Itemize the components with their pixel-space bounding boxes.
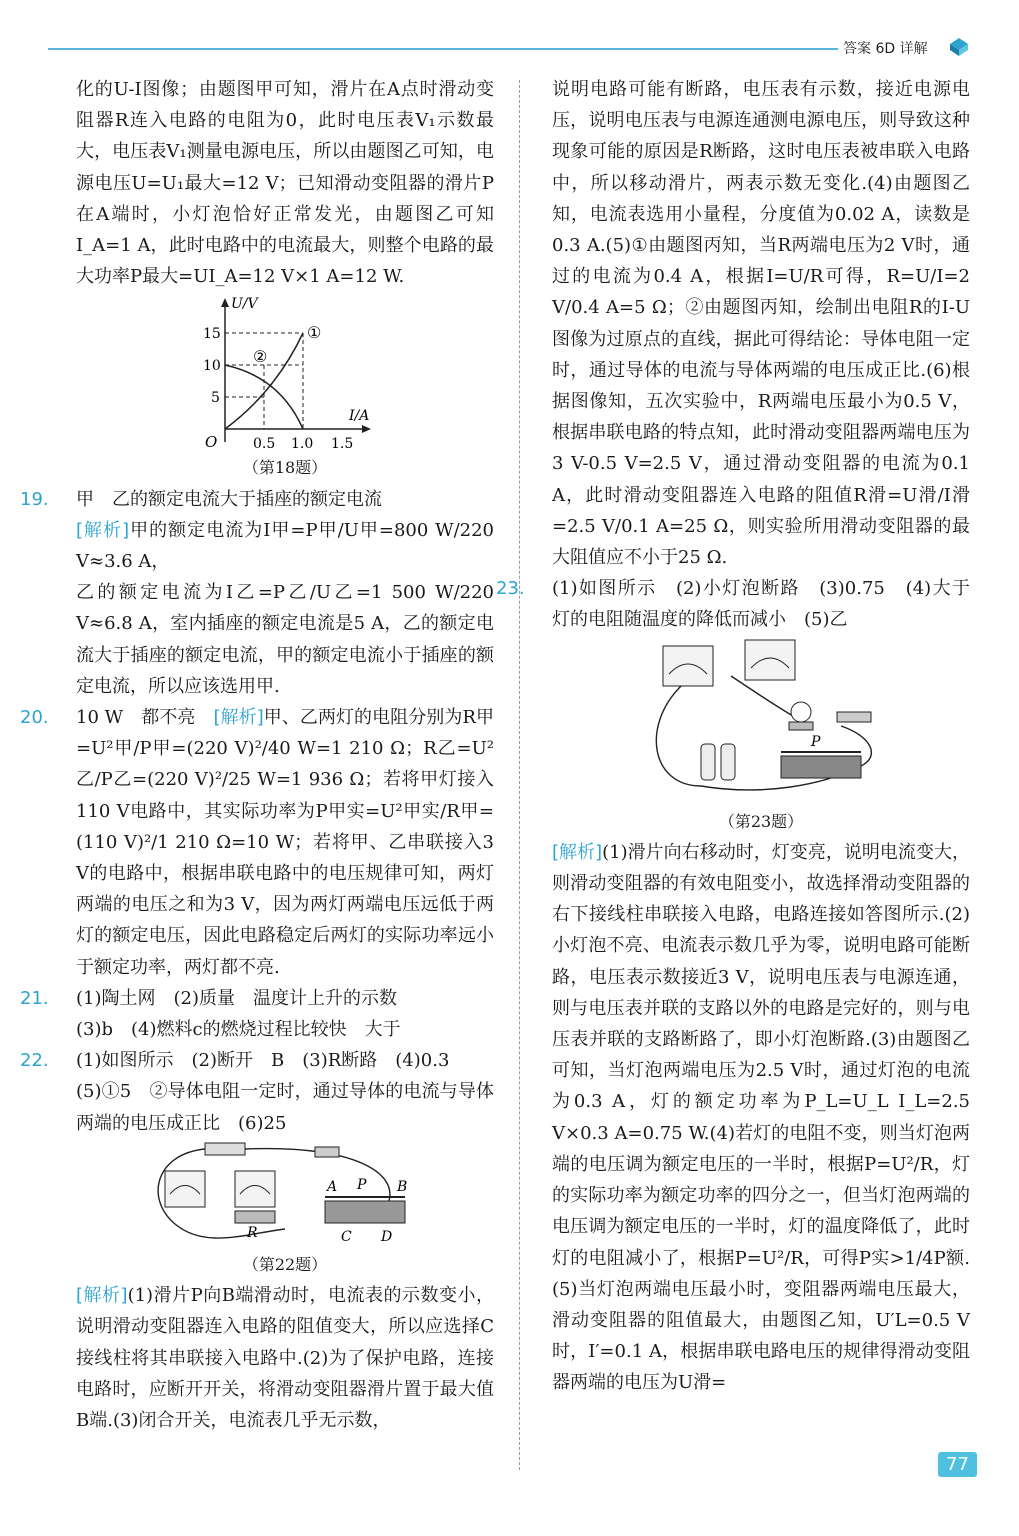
q20-block [20, 702, 494, 983]
figure-23-caption: （第23题） [718, 811, 804, 831]
figure-22-caption: （第22题） [242, 1254, 328, 1274]
column-divider [519, 80, 520, 1470]
figure-18-graph [185, 292, 385, 452]
fig22-label-d: D [381, 1228, 393, 1245]
right-para-1: 说明电路可能有断路，电压表有示数，接近电源电压，说明电压表与电源连通测电源电压，则导致这种现象可能的原因是R断路，这时电压表被串联入电路中，所以移动滑片，两表示数无变化.(4)由题图乙知，电流表选用小量程，分度值为0.02 A，读数是0.3 A.(5)①由题图丙知，当R两端电压为2 V时，通过的电流为0.4 A，根据I=U/R可得，R=U/I=2 V/0.4 A=5 Ω；②由题图丙知，绘制出电阻R的I-U图像为过原点的直线，据此可得结论：导体电阻一定时，通过导体的电流与导体两端的电压成正比.(6)根据图像知，五次实验中，R两端电压最小为0.5 V，根据串联电路的特点知，此时滑动变阻器两端电压为3 V-0.5 V=2.5 V，通过滑动变阻器的电流为0.1 A，此时滑动变阻器连入电路的阻值R滑=U滑/I滑=2.5 V/0.1 A=25 Ω，则实验所用滑动变阻器的最大阻值应不小于25 Ω. [552, 79, 970, 569]
q20-tag: [解析] [213, 707, 264, 729]
book-icon [948, 36, 970, 58]
fig18-mark-1: ① [307, 323, 322, 343]
q23-tag: [解析] [552, 841, 603, 863]
q20-explain: 甲、乙两灯的电阻分别为R甲=U²甲/P甲=(220 V)²/40 W=1 210 Ω；R乙=U²乙/P乙=(220 V)²/25 W=1 936 Ω；若将甲灯接入110 V电路中，其实际功率为P甲实=U²甲实/R甲=(110 V)²/1 210 Ω=10 W；若将甲、乙串联接入3 V的电路中，根据串联电路中的电压规律可知，两灯两端的电压之和为3 V，因为两灯两端电压远低于两灯的额定电压，因此电路稳定后两灯的实际功率远小于额定功率，两灯都不亮. [76, 707, 494, 978]
fig22-label-c: C [341, 1228, 352, 1245]
q22-line-2: (5)①5 ②导体电阻一定时，通过导体的电流与导体两端的电压成正比 (6)25 [76, 1081, 494, 1134]
fig18-mark-2: ② [253, 347, 268, 367]
header-rule [48, 48, 838, 50]
q21-line-1 [20, 983, 494, 1014]
figure-22-circuit [135, 1139, 435, 1249]
q19-tag: [解析] [76, 519, 130, 541]
q19-line-1: 甲的额定电流为I甲=P甲/U甲=800 W/220 V≈3.6 A， [76, 519, 495, 573]
fig22-label-a: A [327, 1178, 338, 1195]
q22-number: 22. [20, 1050, 49, 1072]
q23-explain-text: (1)滑片向右移动时，灯变亮，说明电流变大，则滑动变阻器的有效电阻变小，故选择滑动变阻器的右下接线柱串联接入电路，电路连接如答图所示.(2)小灯泡不亮、电流表示数几乎为零，说明电路可能断路，电压表示数接近3 V，说明电压表与电源连通，则与电压表并联的支路以外的电路是完好的，则与电压表并联的支路断路了，即小灯泡断路.(3)由题图乙可知，当灯泡两端电压为2.5 V时，通过灯泡的电流为0.3 A，灯的额定功率为P_L=U_L I_L=2.5 V×0.3 A=0.75 W.(4)若灯的电阻不变，则当灯泡两端的电压调为额定电压的一半时，根据P=U²/R，灯的实际功率为额定功率的四分之一，但当灯泡两端的电压调为额定电压的一半时，灯的温度降低了，此时灯的电阻减小了，根据P=U²/R，可得P实>1/4P额.(5)当灯泡两端电压最小时，变阻器两端电压最大，滑动变阻器的阻值最大，由题图乙知，U′L=0.5 V时，I′=0.1 A，根据串联电路电压的规律得滑动变阻器两端的电压为U滑= [552, 841, 970, 1394]
fig23-label-p: P [811, 733, 821, 750]
header-text: 答案 6D 详解 [843, 41, 928, 57]
q20-number: 20. [20, 707, 49, 729]
q22-explain [76, 1280, 494, 1436]
q23-answer [496, 573, 988, 635]
q22-tag: [解析] [76, 1285, 128, 1307]
q23-answer-text: (1)如图所示 (2)小灯泡断路 (3)0.75 (4)大于 灯的电阻随温度的降低而减小 (5)乙 [552, 578, 988, 631]
q19-explain-2: 乙的额定电流为I乙=P乙/U乙=1 500 W/220 V≈6.8 A，室内插座的额定电流是5 A，乙的额定电流大于插座的额定电流，甲的额定电流小于插座的额定电流，所以应该选用甲. [76, 582, 494, 697]
fig18-ytick: 15 [203, 326, 221, 343]
q22-explain-text: (1)滑片P向B端滑动时，电流表的示数变小，说明滑动变阻器连入电路的阻值变大，所以应选择C接线柱将其串联接入电路中.(2)为了保护电路，连接电路时，应断开开关，将滑动变阻器滑片置于最大值B端.(3)闭合开关，电流表几乎无示数， [76, 1285, 494, 1431]
fig18-ytick: 5 [211, 390, 220, 407]
q19-number: 19. [20, 488, 49, 510]
q23-number: 23. [496, 578, 525, 600]
left-para-1: 化的U-I图像；由题图甲可知，滑片在A点时滑动变阻器R连入电路的电阻为0，此时电压表V₁示数最大，电压表V₁测量电源电压，所以由题图乙可知，电源电压U=U₁最大=12 V；已知滑动变阻器的滑片P在A端时，小灯泡恰好正常发光，由题图乙可知I_A=1 A，此时电路中的电流最大，则整个电路的最大功率P最大=UI_A=12 V×1 A=12 W. [76, 79, 494, 288]
fig18-ytick: 10 [203, 358, 221, 375]
q21-line-2: (3)b (4)燃料c的燃烧过程比较快 大于 [76, 1019, 401, 1041]
fig18-xtick: 1.0 [291, 436, 314, 453]
fig22-label-r: R [247, 1224, 258, 1241]
fig18-xtick: 1.5 [331, 436, 354, 453]
q22-text-1: (1)如图所示 (2)断开 B (3)R断路 (4)0.3 [76, 1050, 450, 1072]
left-column [20, 74, 495, 1436]
fig18-xlabel: I/A [349, 408, 370, 425]
figure-23-circuit [641, 636, 881, 806]
q19-answer-text: 甲 乙的额定电流大于插座的额定电流 [76, 488, 382, 510]
q20-answer-text: 10 W 都不亮 [76, 707, 214, 729]
fig18-ylabel: U/V [231, 296, 258, 313]
q23-explain [552, 837, 970, 1399]
q19-explain-1 [76, 515, 494, 577]
q21-number: 21. [20, 987, 49, 1009]
page-number: 77 [938, 1452, 977, 1477]
fig18-origin: O [205, 433, 218, 452]
right-column [496, 74, 988, 1399]
fig22-label-p: P [357, 1176, 367, 1193]
q21-text-1: (1)陶土网 (2)质量 温度计上升的示数 [76, 987, 397, 1009]
figure-18-caption: （第18题） [242, 458, 328, 478]
q19-answer [20, 484, 494, 515]
fig22-label-b: B [397, 1178, 408, 1195]
fig18-xtick: 0.5 [253, 436, 276, 453]
q22-line-1 [20, 1045, 494, 1076]
